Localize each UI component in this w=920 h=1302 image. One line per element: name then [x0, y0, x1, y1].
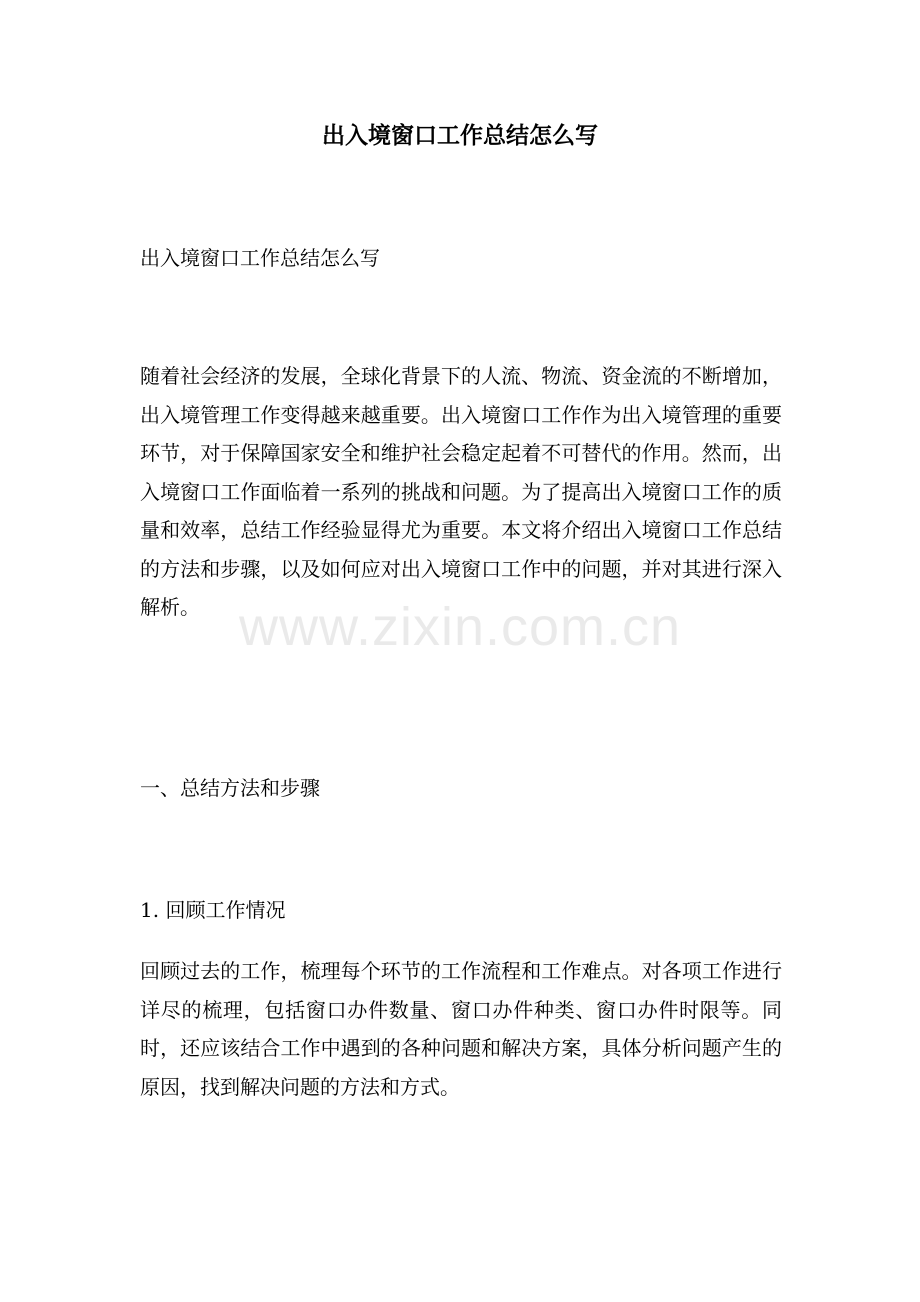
watermark: www.zixin.com.cn [238, 597, 682, 657]
subsection-heading: 1. 回顾工作情况 [140, 898, 286, 922]
document-subtitle: 出入境窗口工作总结怎么写 [140, 246, 380, 270]
review-paragraph: 回顾过去的工作，梳理每个环节的工作流程和工作难点。对各项工作进行详尽的梳理，包括窗口办件数量、窗口办件种类、窗口办件时限等。同时，还应该结合工作中遇到的各种问题和解决方案，具体分析问题产生的原因，找到解决问题的方法和方式。 [140, 959, 782, 1099]
intro-paragraph: 随着社会经济的发展，全球化背景下的人流、物流、资金流的不断增加，出入境管理工作变得越来越重要。出入境窗口工作作为出入境管理的重要环节，对于保障国家安全和维护社会稳定起着不可替代的作用。然而，出入境窗口工作面临着一系列的挑战和问题。为了提高出入境窗口工作的质量和效率，总结工作经验显得尤为重要。本文将介绍出入境窗口工作总结的方法和步骤，以及如何应对出入境窗口工作中的问题，并对其进行深入解析。 [140, 364, 782, 619]
section-heading: 一、总结方法和步骤 [140, 776, 320, 800]
document-title: 出入境窗口工作总结怎么写 [322, 122, 598, 149]
